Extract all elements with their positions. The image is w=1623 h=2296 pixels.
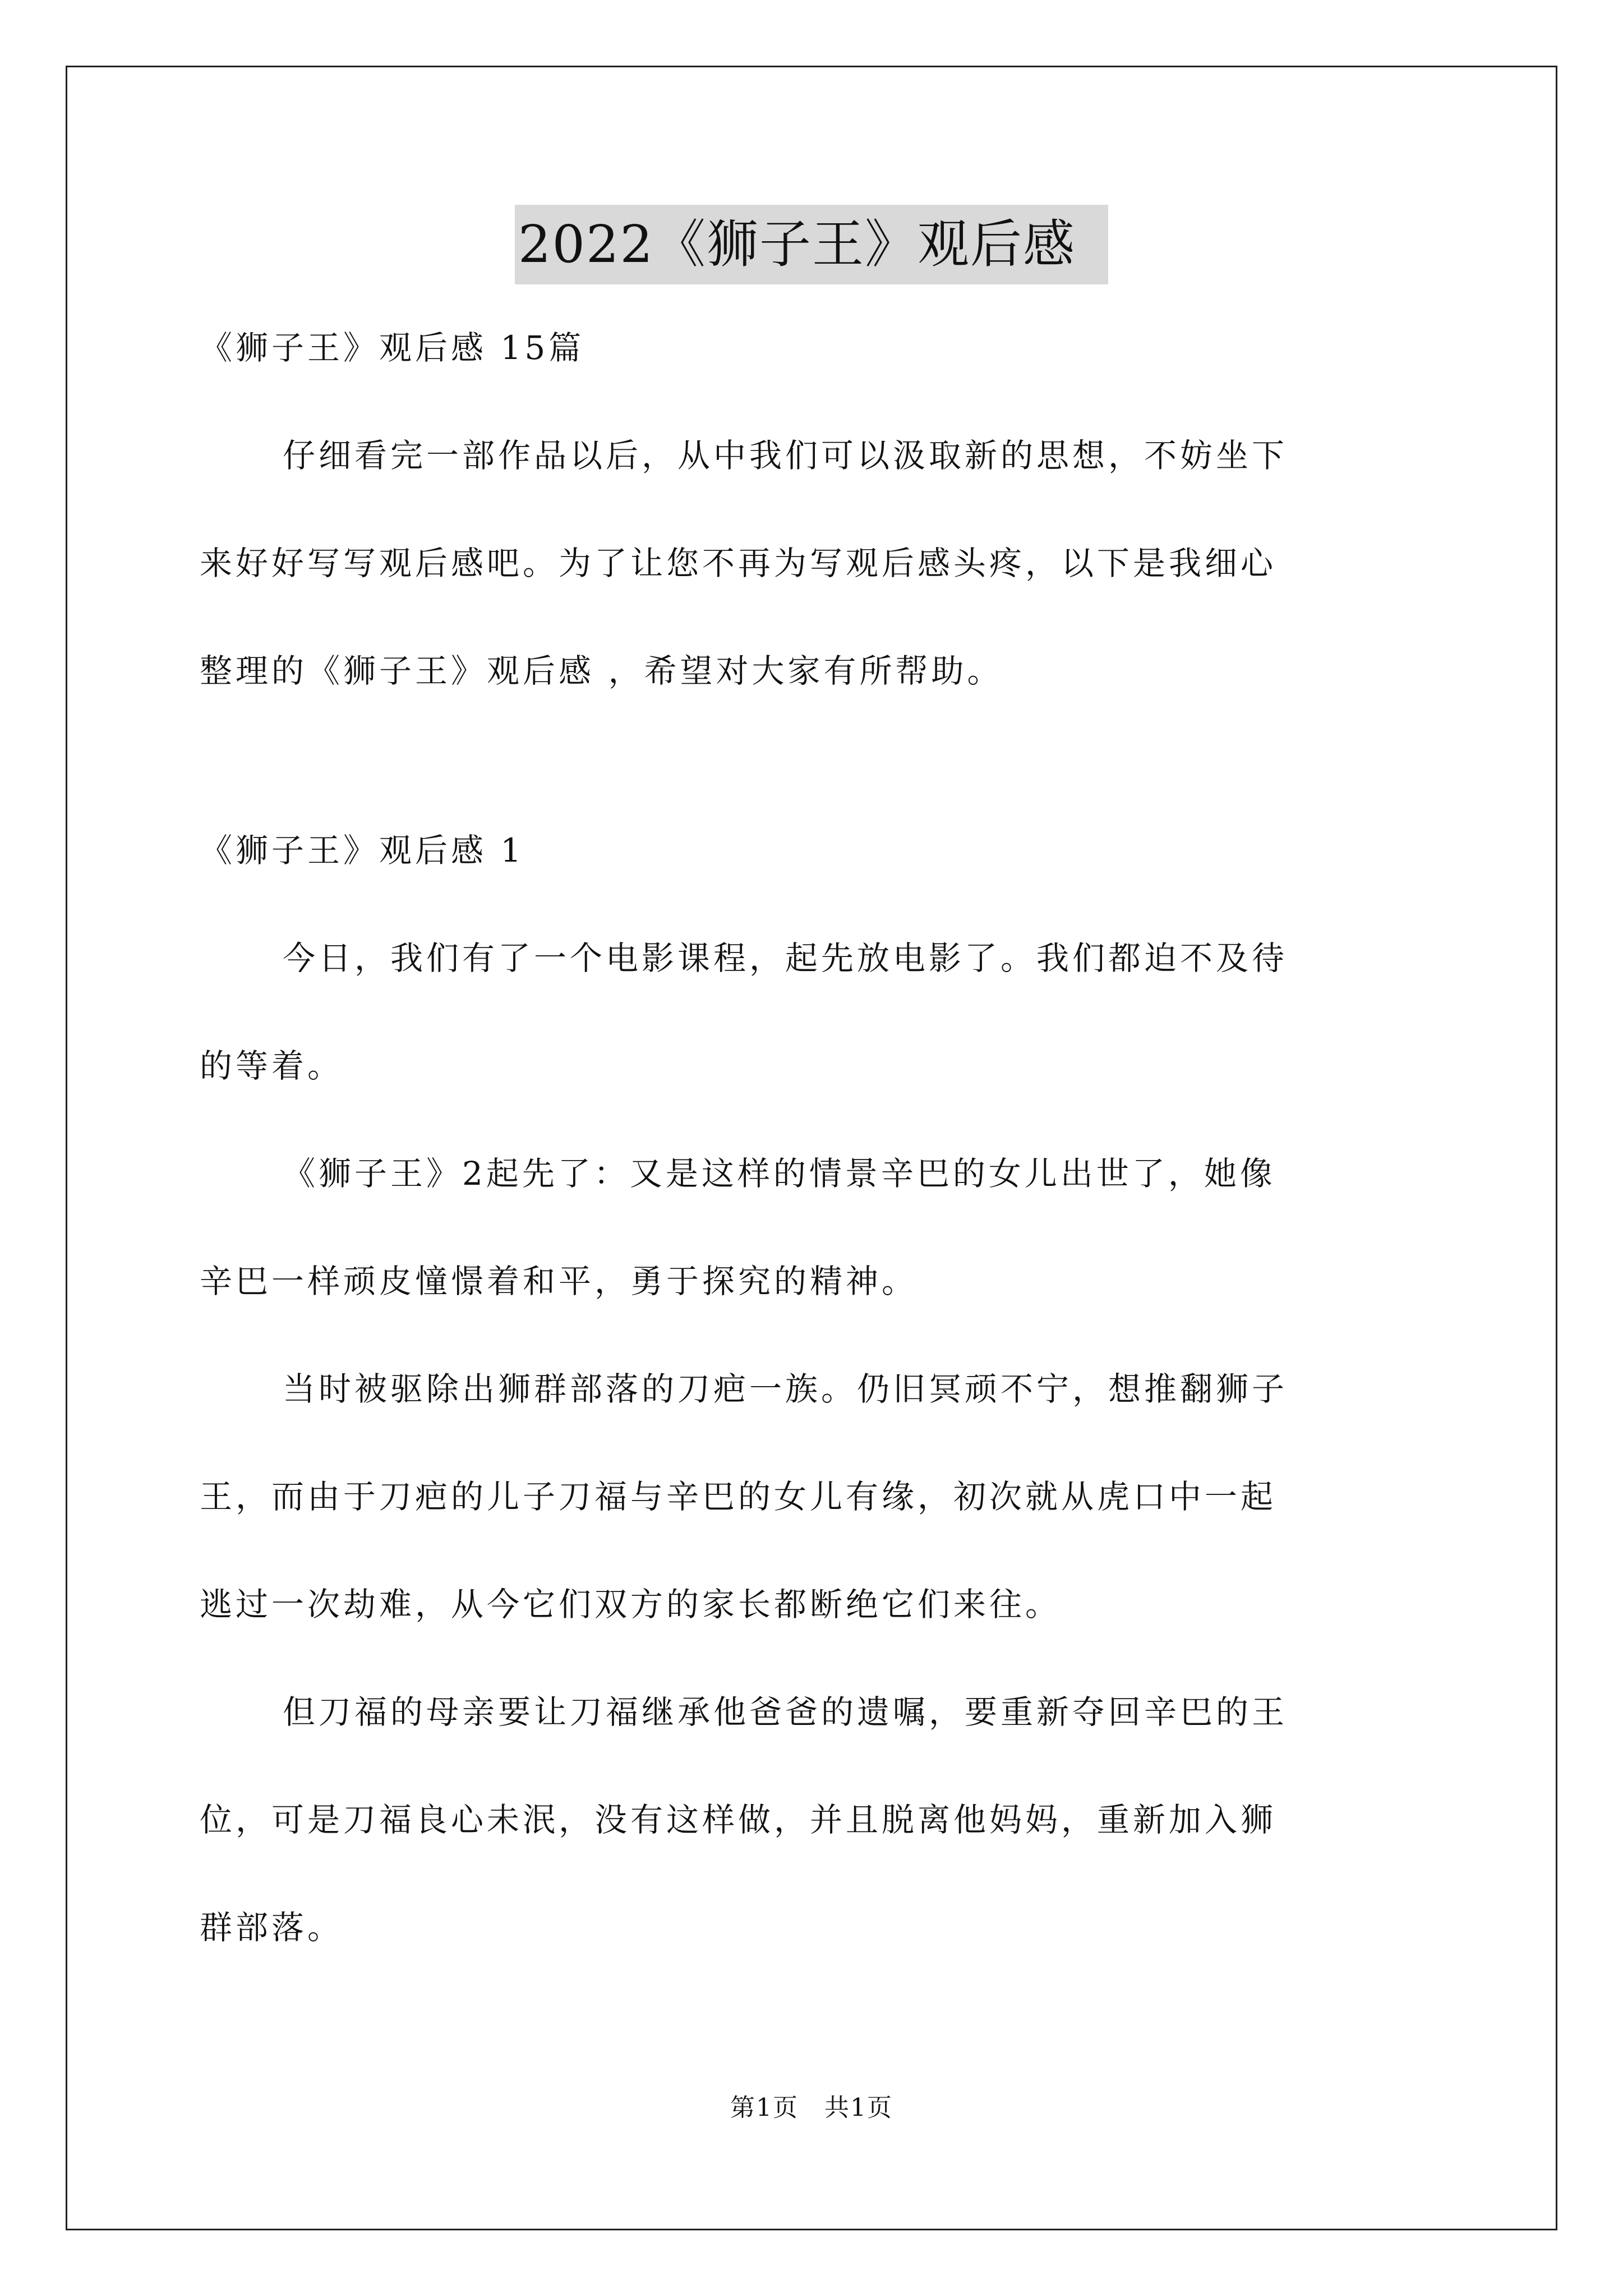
body-paragraph <box>200 1362 1433 1631</box>
paragraph-line: 仔细看完一部作品以后，从中我们可以汲取新的思想，不妨坐下 <box>283 436 1288 475</box>
paragraph-line: 逃过一次劫难，从今它们双方的家长都断绝它们来往。 <box>200 1585 1062 1623</box>
intro-paragraph <box>200 429 1433 698</box>
paragraph-line: 辛巴一样顽皮憧憬着和平，勇于探究的精神。 <box>200 1262 918 1300</box>
paragraph-line: 来好好写写观后感吧。为了让您不再为写观后感头疼，以下是我细心 <box>200 544 1277 582</box>
body-paragraph <box>200 1147 1433 1308</box>
section-heading: 《狮子王》观后感 1 <box>200 831 525 869</box>
paragraph-line: 今日，我们有了一个电影课程，起先放电影了。我们都迫不及待 <box>283 939 1288 977</box>
document-subtitle: 《狮子王》观后感 15篇 <box>200 329 585 367</box>
paragraph-line: 当时被驱除出狮群部落的刀疤一族。仍旧冥顽不宁，想推翻狮子 <box>283 1370 1288 1408</box>
document-body <box>200 303 1433 2008</box>
paragraph-line: 整理的《狮子王》观后感 ，希望对大家有所帮助。 <box>200 652 1003 690</box>
page-footer: 第1页 共1页 <box>730 2093 893 2122</box>
paragraph-line: 位，可是刀福良心未泯，没有这样做，并且脱离他妈妈，重新加入狮 <box>200 1801 1277 1839</box>
paragraph-line: 的等着。 <box>200 1047 344 1085</box>
paragraph-line: 群部落。 <box>200 1908 344 1947</box>
paragraph-line: 王，而由于刀疤的儿子刀福与辛巴的女儿有缘，初次就从虎口中一起 <box>200 1478 1277 1516</box>
section-spacer <box>200 752 1433 806</box>
title-container <box>0 205 1623 284</box>
body-paragraph <box>200 1685 1433 1954</box>
paragraph-line: 但刀福的母亲要让刀福继承他爸爸的遗嘱，要重新夺回辛巴的王 <box>283 1693 1288 1731</box>
paragraph-line: 《狮子王》2起先了：又是这样的情景辛巴的女儿出世了，她像 <box>283 1154 1276 1193</box>
body-paragraph <box>200 931 1433 1093</box>
document-title: 2022《狮子王》观后感 <box>515 205 1108 284</box>
